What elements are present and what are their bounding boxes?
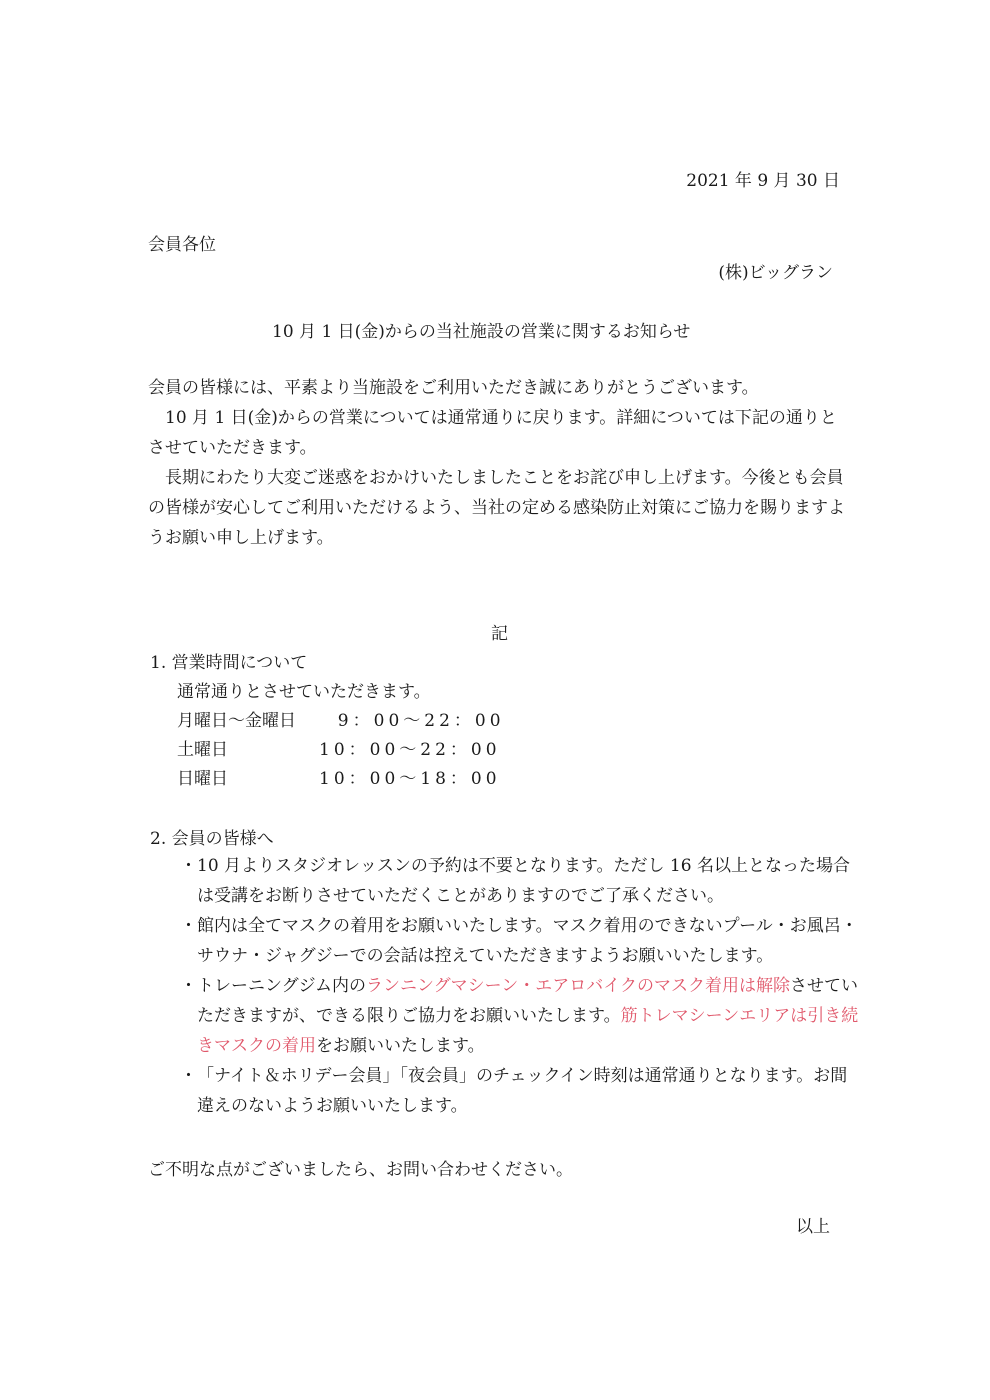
ki-heading: 記	[491, 624, 508, 644]
bullet-text: 10 月よりスタジオレッスンの予約は不要となります。ただし 16 名以上となった場合は受講をお断りさせていただくことがありますのでご了承ください。	[197, 856, 850, 906]
hours-time: 10：00～18：00	[319, 769, 501, 789]
bullet-mark: ・	[180, 976, 197, 996]
bullet-text-part: させていただきますが、できる限りご協力をお願いいたします。	[197, 976, 858, 1026]
ijo-mark: 以上	[796, 1217, 830, 1237]
bullet-text-part: トレーニングジム内の	[197, 976, 366, 996]
section-1-heading: 1. 営業時間について	[150, 653, 308, 673]
bullet-text-part: をお願いいたします。	[316, 1036, 485, 1056]
closing-text: ご不明な点がございましたら、お問い合わせください。	[148, 1160, 573, 1180]
hours-row-weekday	[177, 706, 505, 731]
list-item	[180, 1061, 860, 1121]
highlight-text: ランニングマシーン・エアロバイクのマスク着用は解除	[365, 976, 790, 996]
section-2-heading: 2. 会員の皆様へ	[150, 829, 274, 849]
list-item	[180, 851, 860, 911]
list-item	[180, 971, 860, 1061]
intro-paragraph-apology: 長期にわたり大変ご迷惑をおかけいたしましたことをお詫び申し上げます。今後とも会員の皆様が安心してご利用いただけるよう、当社の定める感染防止対策にご協力を賜りますようお願い申し上げます。	[148, 468, 845, 548]
company-name: (株)ビッグラン	[718, 263, 833, 283]
section-1-subtext: 通常通りとさせていただきます。	[177, 682, 431, 702]
hours-day: 月曜日～金曜日	[177, 711, 296, 731]
highlight-text: 筋トレマシーンエリアは引き続きマスクの着用	[197, 1006, 859, 1056]
intro-paragraph-operation: 10 月 1 日(金)からの営業については通常通りに戻ります。詳細については下記の通りとさせていただきます。	[148, 408, 837, 458]
bullet-mark: ・	[180, 1066, 197, 1086]
hours-day: 日曜日	[177, 769, 228, 789]
hours-row-saturday	[177, 735, 501, 760]
bullet-text: 「ナイト＆ホリデー会員」「夜会員」のチェックイン時刻は通常通りとなります。お間違えのないようお願いいたします。	[197, 1066, 848, 1116]
hours-day: 土曜日	[177, 740, 228, 760]
bullet-mark: ・	[180, 916, 197, 936]
list-item	[180, 911, 860, 971]
notice-title: 10 月 1 日(金)からの当社施設の営業に関するお知らせ	[272, 322, 691, 342]
hours-row-sunday	[177, 764, 501, 789]
bullet-text	[197, 976, 858, 1056]
intro-body	[148, 373, 848, 553]
document-date: 2021 年 9 月 30 日	[686, 171, 840, 191]
addressee: 会員各位	[148, 235, 216, 255]
bullet-mark: ・	[180, 856, 197, 876]
hours-time: 9：00～22：00	[319, 711, 505, 731]
hours-time: 10：00～22：00	[319, 740, 501, 760]
intro-greeting: 会員の皆様には、平素より当施設をご利用いただき誠にありがとうございます。	[148, 378, 759, 398]
member-notes-list	[180, 851, 860, 1121]
bullet-text: 館内は全てマスクの着用をお願いいたします。マスク着用のできないプール・お風呂・サウナ・ジャグジーでの会話は控えていただきますようお願いいたします。	[197, 916, 858, 966]
